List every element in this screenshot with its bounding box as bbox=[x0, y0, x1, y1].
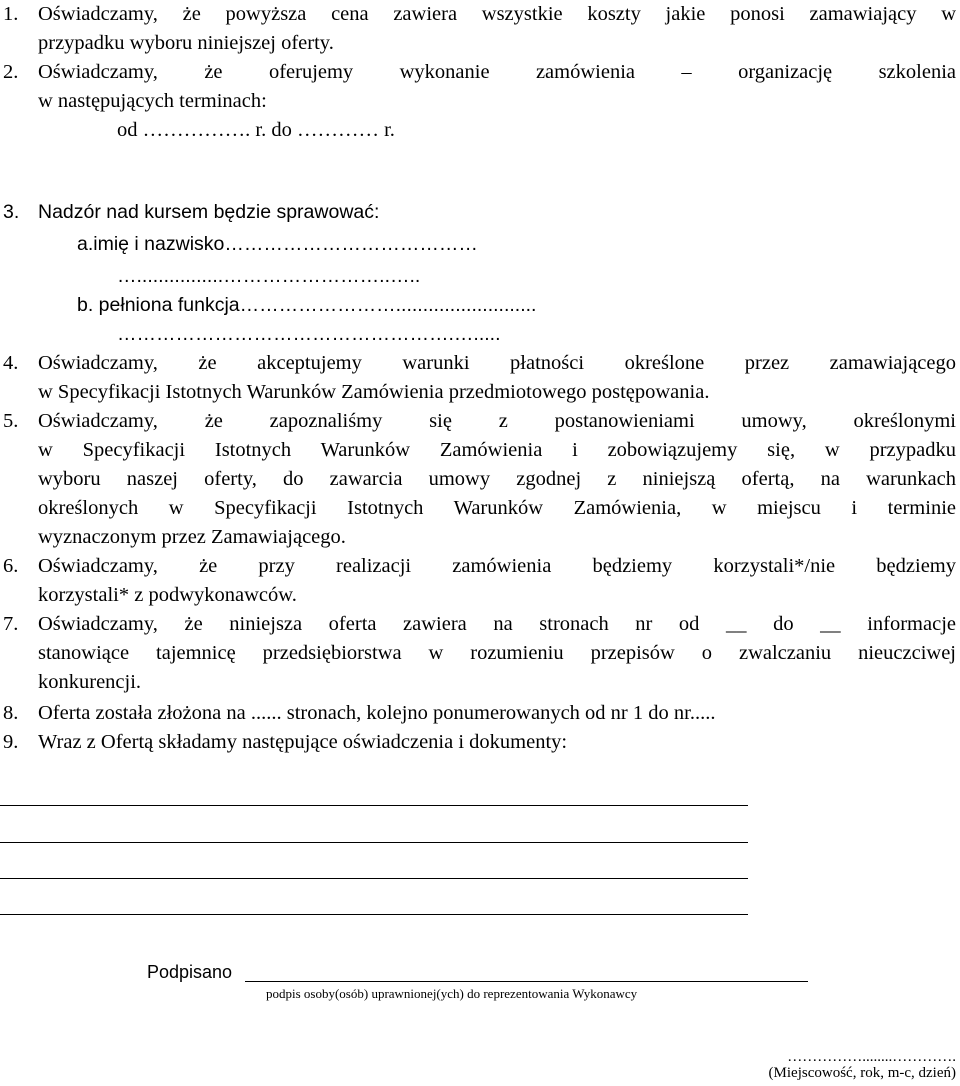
item-text-line: Wraz z Ofertą składamy następujące oświadczenia i dokumenty: bbox=[38, 731, 568, 753]
item-text-line: korzystali* z podwykonawców. bbox=[38, 584, 297, 606]
date-range-field: od ……………. r. do ………… r. bbox=[117, 119, 395, 141]
item-number: 5. bbox=[3, 410, 19, 432]
item-text-line: Oświadczamy, że powyższa cena zawiera wszystkie koszty jakie ponosi zamawiający w bbox=[38, 3, 956, 25]
place-date-field[interactable]: ……………........…………. bbox=[787, 1049, 956, 1065]
item-text-line: Nadzór nad kursem będzie sprawować: bbox=[38, 201, 380, 223]
document-entry-line[interactable] bbox=[0, 805, 748, 806]
item-text-line: wyznaczonym przez Zamawiającego. bbox=[38, 526, 346, 548]
item-number: 2. bbox=[3, 61, 19, 83]
item-text-line: wyboru naszej oferty, do zawarcia umowy zgodnej z niniejszą ofertą, na warunkach bbox=[38, 468, 956, 490]
signature-line[interactable] bbox=[245, 981, 808, 982]
item-text-line: w następujących terminach: bbox=[38, 90, 267, 112]
item-number: 6. bbox=[3, 555, 19, 577]
supervisor-name-field-cont: …................……………………..….. bbox=[117, 265, 421, 287]
item-text-line: stanowiące tajemnicę przedsiębiorstwa w rozumieniu przepisów o zwalczaniu nieuczciwej bbox=[38, 642, 956, 664]
item-text-line: w Specyfikacji Istotnych Warunków Zamówienia przedmiotowego postępowania. bbox=[38, 381, 710, 403]
document-entry-line[interactable] bbox=[0, 842, 748, 843]
document-entry-line[interactable] bbox=[0, 914, 748, 915]
item-number: 8. bbox=[3, 702, 19, 724]
supervisor-function-field-cont: …………………………………………….…..... bbox=[117, 323, 501, 345]
item-number: 1. bbox=[3, 3, 19, 25]
item-text-line: Oświadczamy, że oferujemy wykonanie zamówienia – organizację szkolenia bbox=[38, 61, 956, 83]
item-text-line: Oświadczamy, że akceptujemy warunki płatności określone przez zamawiającego bbox=[38, 352, 956, 374]
item-text-line: konkurencji. bbox=[38, 671, 142, 693]
item-text-line: przypadku wyboru niniejszej oferty. bbox=[38, 32, 334, 54]
supervisor-name-field: a.imię i nazwisko………………………………… bbox=[77, 233, 478, 255]
item-number: 9. bbox=[3, 731, 19, 753]
item-text-line: określonych w Specyfikacji Istotnych Warunków Zamówienia, w miejscu i terminie bbox=[38, 497, 956, 519]
place-date-caption: (Miejscowość, rok, m-c, dzień) bbox=[768, 1065, 956, 1081]
item-text-line: Oświadczamy, że niniejsza oferta zawiera na stronach nr od __ do __ informacje bbox=[38, 613, 956, 635]
item-text-line: Oświadczamy, że zapoznaliśmy się z postanowieniami umowy, określonymi bbox=[38, 410, 956, 432]
item-number: 4. bbox=[3, 352, 19, 374]
supervisor-function-field: b. pełniona funkcja…………………….......................... bbox=[77, 294, 537, 316]
signature-label: Podpisano bbox=[147, 962, 233, 982]
document-entry-line[interactable] bbox=[0, 878, 748, 879]
item-number: 3. bbox=[3, 201, 20, 223]
signature-caption: podpis osoby(osób) uprawnionej(ych) do reprezentowania Wykonawcy bbox=[266, 986, 638, 1001]
item-text-line: w Specyfikacji Istotnych Warunków Zamówienia i zobowiązujemy się, w przypadku bbox=[38, 439, 956, 461]
item-text-line: Oświadczamy, że przy realizacji zamówienia będziemy korzystali*/nie będziemy bbox=[38, 555, 956, 577]
item-number: 7. bbox=[3, 613, 19, 635]
item-text-line: Oferta została złożona na ...... stronach, kolejno ponumerowanych od nr 1 do nr..... bbox=[38, 702, 716, 724]
